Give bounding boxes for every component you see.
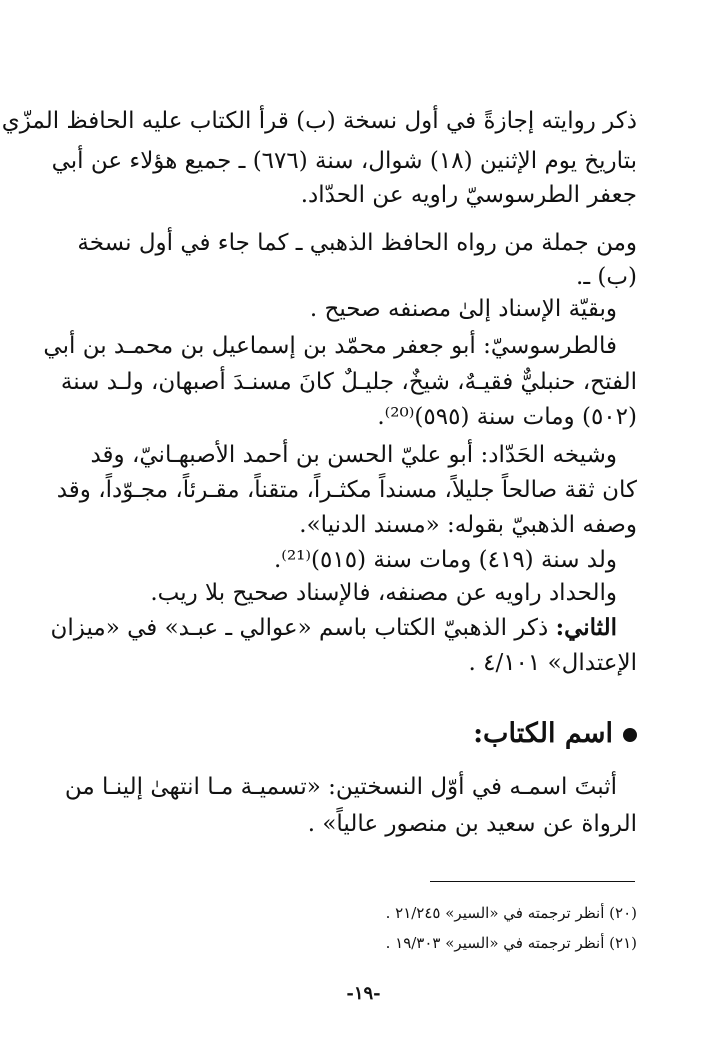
text-line: ومن جملة من رواه الحافظ الذهبي ـ كما جاء في أول نسخة xyxy=(77,230,637,256)
text-line: أثبتَ اسمـه في أوّل النسختين: «تسميـة مـا انتهىٰ إلينـا من xyxy=(64,774,617,800)
text-line: والحداد راويه عن مصنفه، فالإسناد صحيح بلا ريب. xyxy=(150,580,617,606)
section-heading-text: اسم الكتاب: xyxy=(473,718,613,749)
text-line: الفتح، حنبليٌّ فقيـهٌ، شيخٌ، جليـلٌ كانَ مسنـدَ أصبهان، ولـد سنة xyxy=(60,369,637,395)
text-line: الرواة عن سعيد بن منصور عالياً» . xyxy=(307,811,637,837)
text-line: فالطرسوسيّ: أبو جعفر محمّد بن إسماعيل بن محمـد بن أبي xyxy=(43,333,617,359)
text-line: (٥٠٢) ومات سنة (٥٩٥)⁽²⁰⁾. xyxy=(377,404,637,430)
text-line: ولد سنة (٤١٩) ومات سنة (٥١٥)⁽²¹⁾. xyxy=(273,547,617,573)
text-line: ذكر روايته إجازةً في أول نسخة (ب) قرأ الكتاب عليه الحافظ المزّي xyxy=(1,108,637,134)
second-label: الثاني: xyxy=(555,614,617,641)
text-line: بتاريخ يوم الإثنين (١٨) شوال، سنة (٦٧٦) ـ جميع هؤلاء عن أبي xyxy=(51,148,637,174)
text-line: كان ثقة صالحاً جليلاً، مسنداً مكثـراً، متقناً، مقـرئاً، مجـوّداً، وقد xyxy=(56,477,637,503)
footnote: (٢١) أنظر ترجمته في «السير» ١٩/٣٠٣ . xyxy=(385,934,637,952)
text-line: وصفه الذهبيّ بقوله: «مسند الدنيا». xyxy=(299,512,637,538)
footnote-divider xyxy=(430,881,635,882)
section-heading xyxy=(100,715,637,755)
second-text: ذكر الذهبيّ الكتاب باسم «عوالي ـ عبـد» في «ميزان xyxy=(50,615,549,641)
second-paragraph-line xyxy=(50,613,617,645)
footnote: (٢٠) أنظر ترجمته في «السير» ٢١/٢٤٥ . xyxy=(385,904,637,922)
text-line: الإعتدال» ٤/١٠١ . xyxy=(468,650,637,676)
text-line: وبقيّة الإسناد إلىٰ مصنفه صحيح . xyxy=(309,296,617,322)
text-line: وشيخه الحَدّاد: أبو عليّ الحسن بن أحمد الأصبهـانيّ، وقد xyxy=(90,442,617,468)
bullet-icon xyxy=(623,728,637,742)
text-line: جعفر الطرسوسيّ راويه عن الحدّاد. xyxy=(300,182,637,208)
page-number: -١٩- xyxy=(346,983,381,1004)
text-line: (ب) ـ. xyxy=(576,264,637,290)
